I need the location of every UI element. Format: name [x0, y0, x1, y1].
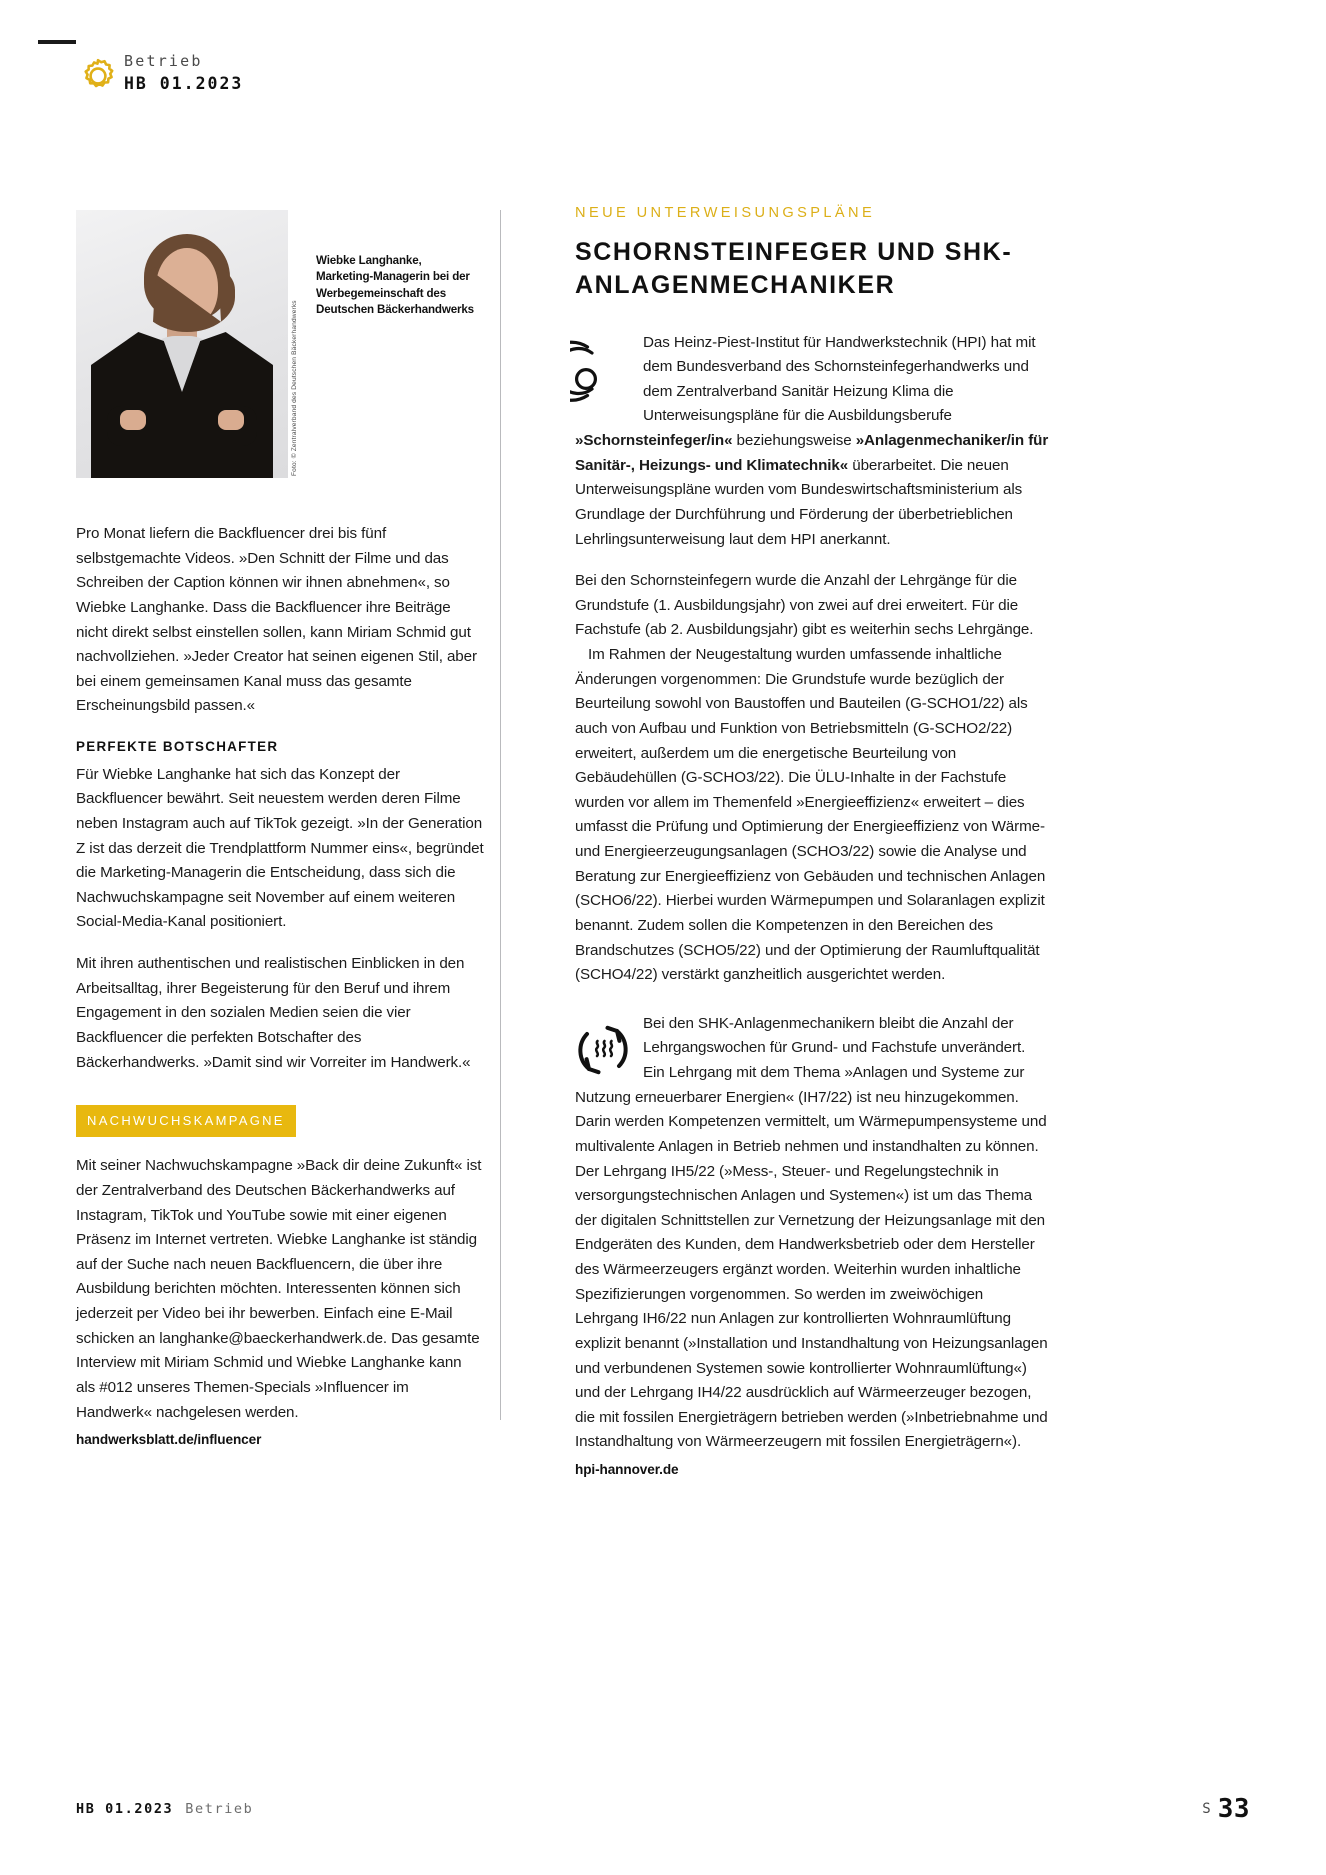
photo-caption: Wiebke Langhanke, Marketing-Managerin bei der Werbegemeinschaft des Deutschen Bäckerhandwerks [316, 254, 474, 317]
heat-recirculation-icon [567, 1014, 639, 1086]
right-paragraph-3: Im Rahmen der Neugestaltung wurden umfassende inhaltliche Änderungen vorgenommen: Die Grundstufe wurde bezüglich der Beurteilung sowohl von Baustoffen und Bauteilen (G-SCHO1/22) als auch von Aufbau und Funktion von Betriebsmitteln (G-SCHO2/22) erweitert, außerdem um die energetische Beurteilung von Gebäudehüllen (G-SCHO3/22). Die ÜLU-Inhalte in der Fachstufe wurden vor allem im Themenfeld »Energieeffizienz« erweitert – dies umfasst die Prüfung und Optimierung der Energieeffizienz von Wärme- und Energieerzeugungsanlagen (SCHO3/22) sowie die Analyse und Beratung zur Energieeffizienz von Gebäuden und technischen Anlagen (SCHO6/22). Hierbei wurden Wärmepumpen und Solaranlagen explizit benannt. Zudem sollen die Kompetenzen in den Bereichen des Brandschutzes (SCHO5/22) und der Optimierung der Raumluftqualität (SCHO4/22) verstärkt ganzheitlich ausgerichtet werden. [575, 646, 1046, 984]
left-paragraph-4: Mit seiner Nachwuchskampagne »Back dir deine Zukunft« ist der Zentralverband des Deutschen Bäckerhandwerks auf Instagram, TikTok und YouTube sowie mit einer eigenen Präsenz im Internet vertreten. Wiebke Langhanke ist ständig auf der Suche nach neuen Backfluencern, die über ihre Ausbildung berichten möchten. Interessenten können sich jederzeit per Video bei ihr bewerben. Einfach eine E-Mail schicken an langhanke@baeckerhandwerk.de. Das gesamte Interview mit Miriam Schmid und Wiebke Langhanke kann als #012 unseres Themen-Specials »Influencer im Handwerk« nachgelesen werden. [76, 1157, 482, 1421]
gear-icon [78, 56, 118, 96]
intro-text-1: Das Heinz-Piest-Institut für Handwerkstechnik (HPI) hat mit dem Bundesverband des Schornsteinfegerhandwerks und dem Zentralverband Sanitär Heizung Klima die Unterweisungspläne für die Ausbildungsberufe [643, 333, 1036, 425]
right-column [575, 205, 1050, 1481]
intro-bold-1: »Schornsteinfeger/in« [575, 432, 733, 449]
footer-page-number: 33 [1217, 1794, 1250, 1824]
footer-page-prefix: S [1202, 1801, 1211, 1817]
right-kicker: NEUE UNTERWEISUNGSPLÄNE [575, 205, 876, 221]
tag-nachwuchskampagne: NACHWUCHSKAMPAGNE [76, 1105, 296, 1137]
page-title: SCHORNSTEINFEGER UND SHK-ANLAGENMECHANIKER [575, 238, 1013, 300]
column-divider [500, 210, 501, 1420]
header-issue-label: HB 01.2023 [124, 74, 244, 93]
left-column [76, 210, 484, 1451]
photo-block [76, 210, 474, 478]
right-intro-paragraph [575, 331, 1050, 553]
portrait-photo [76, 210, 288, 478]
intro-text-2: beziehungsweise [732, 432, 856, 449]
photo-credit-text: Foto: © Zentralverband des Deutschen Bäckerhandwerks [291, 300, 298, 476]
right-weblink[interactable]: hpi-hannover.de [575, 1462, 679, 1477]
page-header [0, 28, 1326, 98]
footer-left [76, 1801, 253, 1817]
footer-section: Betrieb [185, 1801, 254, 1817]
circle-arc-icon [570, 335, 642, 407]
header-rule [38, 40, 76, 44]
footer-issue: HB 01.2023 [76, 1801, 174, 1817]
header-section-label: Betrieb [124, 52, 203, 70]
left-subhead-perfekte-botschafter: PERFEKTE BOTSCHAFTER [76, 739, 279, 754]
left-paragraph-2: Für Wiebke Langhanke hat sich das Konzept der Backfluencer bewährt. Seit neuestem werden deren Filme neben Instagram auch auf TikTok gezeigt. »In der Generation Z ist das derzeit die Trendplattform Nummer eins«, begründet die Marketing-Managerin die Entscheidung, dass sich die Nachwuchskampagne seit November auf einem weiteren Social-Media-Kanal positioniert. [76, 765, 484, 931]
left-paragraph-1: Pro Monat liefern die Backfluencer drei bis fünf selbstgemachte Videos. »Den Schnitt der Filme und das Schreiben der Caption können wir ihnen abnehmen«, so Wiebke Langhanke. Dass die Backfluencer ihre Beiträge nicht direkt selbst einstellen sollen, kann Miriam Schmid gut nachvollziehen. »Jeder Creator hat seinen eigenen Stil, aber bei einem gemeinsamen Kanal muss das gesamte Erscheinungsbild passen.« [76, 525, 477, 715]
left-column-body [76, 522, 484, 1451]
right-paragraph-2: Bei den Schornsteinfegern wurde die Anzahl der Lehrgänge für die Grundstufe (1. Ausbildungsjahr) von zwei auf drei erweitert. Für die Fachstufe (ab 2. Ausbildungsjahr) gibt es weiterhin sechs Lehrgänge. [575, 572, 1034, 639]
intro-text-3: überarbeitet. Die neuen Unterweisungspläne wurden vom Bundeswirtschaftsministerium als Grundlage der Durchführung und Förderung der überbetrieblichen Lehrlingsunterweisung laut dem HPI anerkannt. [575, 456, 1023, 548]
intro-bold-2: »Anlagenmechaniker/in für Sanitär-, Heizungs- und Klimatechnik« [575, 432, 1049, 474]
page-footer [0, 1794, 1326, 1827]
photo-credit [290, 296, 306, 476]
right-paragraph-4: Bei den SHK-Anlagenmechanikern bleibt die Anzahl der Lehrgangswochen für Grund- und Fachstufe unverändert. Ein Lehrgang mit dem Thema »Anlagen und Systeme zur Nutzung erneuerbarer Energien« (IH7/22) ist neu hinzugekommen. Darin werden Kompetenzen vermittelt, um Wärmepumpensysteme und multivalente Anlagen in Betrieb nehmen und instandhalten zu können. Der Lehrgang IH5/22 (»Mess-, Steuer- und Regelungstechnik in versorgungstechnischen Anlagen und Systemen«) ist um das Thema der digitalen Schnittstellen zur Vernetzung der Heizungsanlage mit den Endgeräten des Kunden, dem Handwerksbetrieb oder dem Hersteller des Wärmeerzeugers ergänzt worden. Weiterhin wurden inhaltliche Spezifizierungen vorgenommen. So werden im zweiwöchigen Lehrgang IH6/22 nun Anlagen zur kontrollierten Wohnraumlüftung explizit benannt (»Installation und Instandhaltung von Heizungsanlagen und verbundenen Systemen sowie kontrollierter Wohnraumlüftung«) und der Lehrgang IH4/22 ausdrücklich auf Wärmeerzeuger bezogen, die mit fossilen Energieträgern betrieben werden (»Inbetriebnahme und Instandhaltung von Wärmeerzeugern mit fossilen Energieträgern«). [575, 1014, 1048, 1451]
header-title-block [124, 54, 243, 93]
footer-right [1202, 1794, 1250, 1824]
right-column-body [575, 331, 1050, 1482]
left-paragraph-3: Mit ihren authentischen und realistischen Einblicken in den Arbeitsalltag, ihrer Begeisterung für den Beruf und ihrem Engagement in den sozialen Medien seien die vier Backfluencer die perfekten Botschafter des Bäckerhandwerks. »Damit sind wir Vorreiter im Handwerk.« [76, 955, 471, 1071]
left-weblink[interactable]: handwerksblatt.de/influencer [76, 1432, 262, 1448]
